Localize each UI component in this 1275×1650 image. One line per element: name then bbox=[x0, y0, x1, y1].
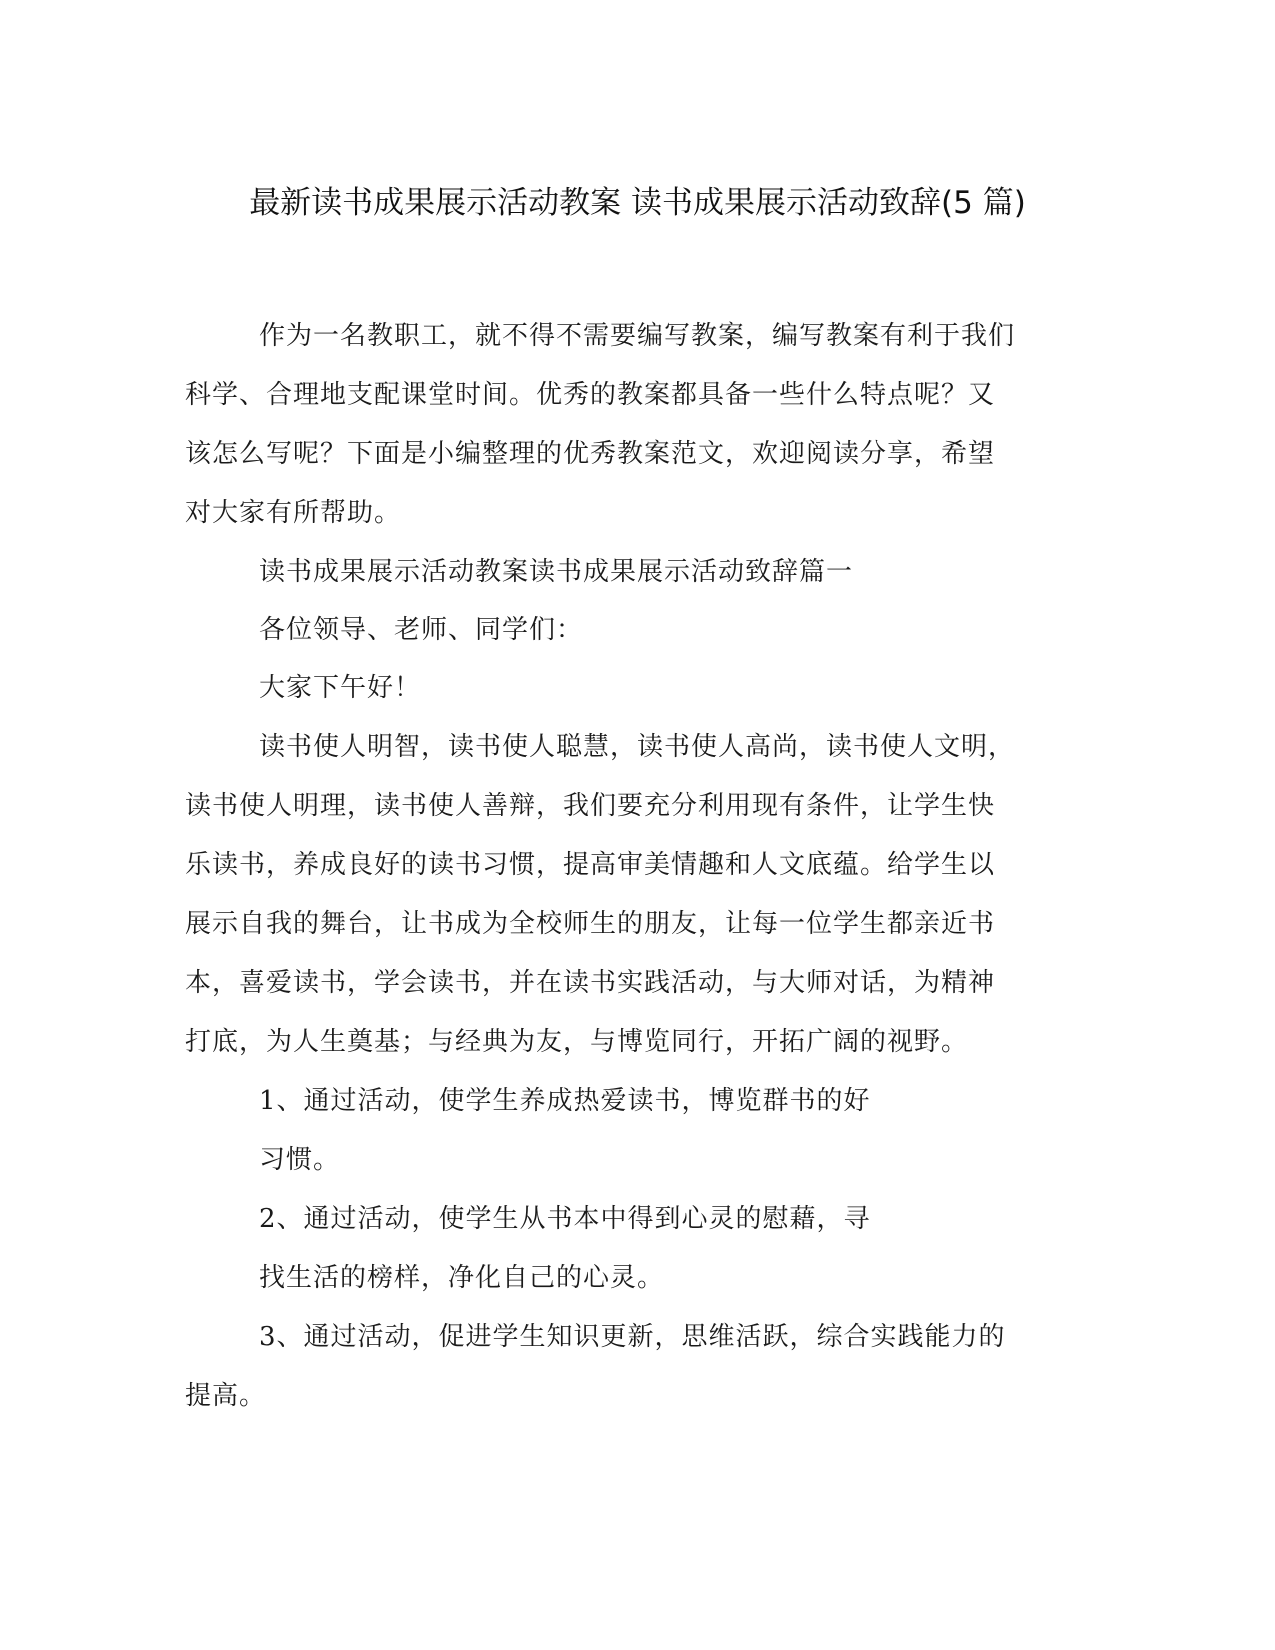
list-item-line: 习惯。 bbox=[259, 1145, 341, 1175]
paragraph-line: 本，喜爱读书，学会读书，并在读书实践活动，与大师对话，为精神 bbox=[185, 968, 996, 998]
list-item-line: 3、通过活动，促进学生知识更新，思维活跃，综合实践能力的 bbox=[259, 1322, 1006, 1352]
greeting: 大家下午好！ bbox=[259, 673, 422, 703]
list-item-line: 2、通过活动，使学生从书本中得到心灵的慰藉，寻 bbox=[259, 1204, 871, 1234]
paragraph-line: 打底，为人生奠基；与经典为友，与博览同行，开拓广阔的视野。 bbox=[185, 1027, 969, 1057]
list-item-line: 提高。 bbox=[185, 1381, 267, 1411]
list-item-line: 找生活的榜样，净化自己的心灵。 bbox=[259, 1263, 665, 1293]
paragraph-line: 乐读书，养成良好的读书习惯，提高审美情趣和人文底蕴。给学生以 bbox=[185, 850, 996, 880]
section-heading: 读书成果展示活动教案读书成果展示活动致辞篇一 bbox=[259, 557, 854, 587]
paragraph-line: 作为一名教职工，就不得不需要编写教案，编写教案有利于我们 bbox=[259, 321, 1016, 351]
paragraph-line: 读书使人明理，读书使人善辩，我们要充分利用现有条件，让学生快 bbox=[185, 791, 996, 821]
paragraph-line: 展示自我的舞台，让书成为全校师生的朋友，让每一位学生都亲近书 bbox=[185, 909, 996, 939]
salutation: 各位领导、老师、同学们： bbox=[259, 615, 584, 645]
document-title: 最新读书成果展示活动教案 读书成果展示活动致辞(5 篇) bbox=[249, 185, 1026, 221]
paragraph-line: 读书使人明智，读书使人聪慧，读书使人高尚，读书使人文明， bbox=[259, 732, 1016, 762]
list-item-line: 1、通过活动，使学生养成热爱读书，博览群书的好 bbox=[259, 1086, 871, 1116]
paragraph-line: 对大家有所帮助。 bbox=[185, 498, 402, 528]
paragraph-line: 科学、合理地支配课堂时间。优秀的教案都具备一些什么特点呢？又 bbox=[185, 380, 996, 410]
paragraph-line: 该怎么写呢？下面是小编整理的优秀教案范文，欢迎阅读分享，希望 bbox=[185, 439, 996, 469]
